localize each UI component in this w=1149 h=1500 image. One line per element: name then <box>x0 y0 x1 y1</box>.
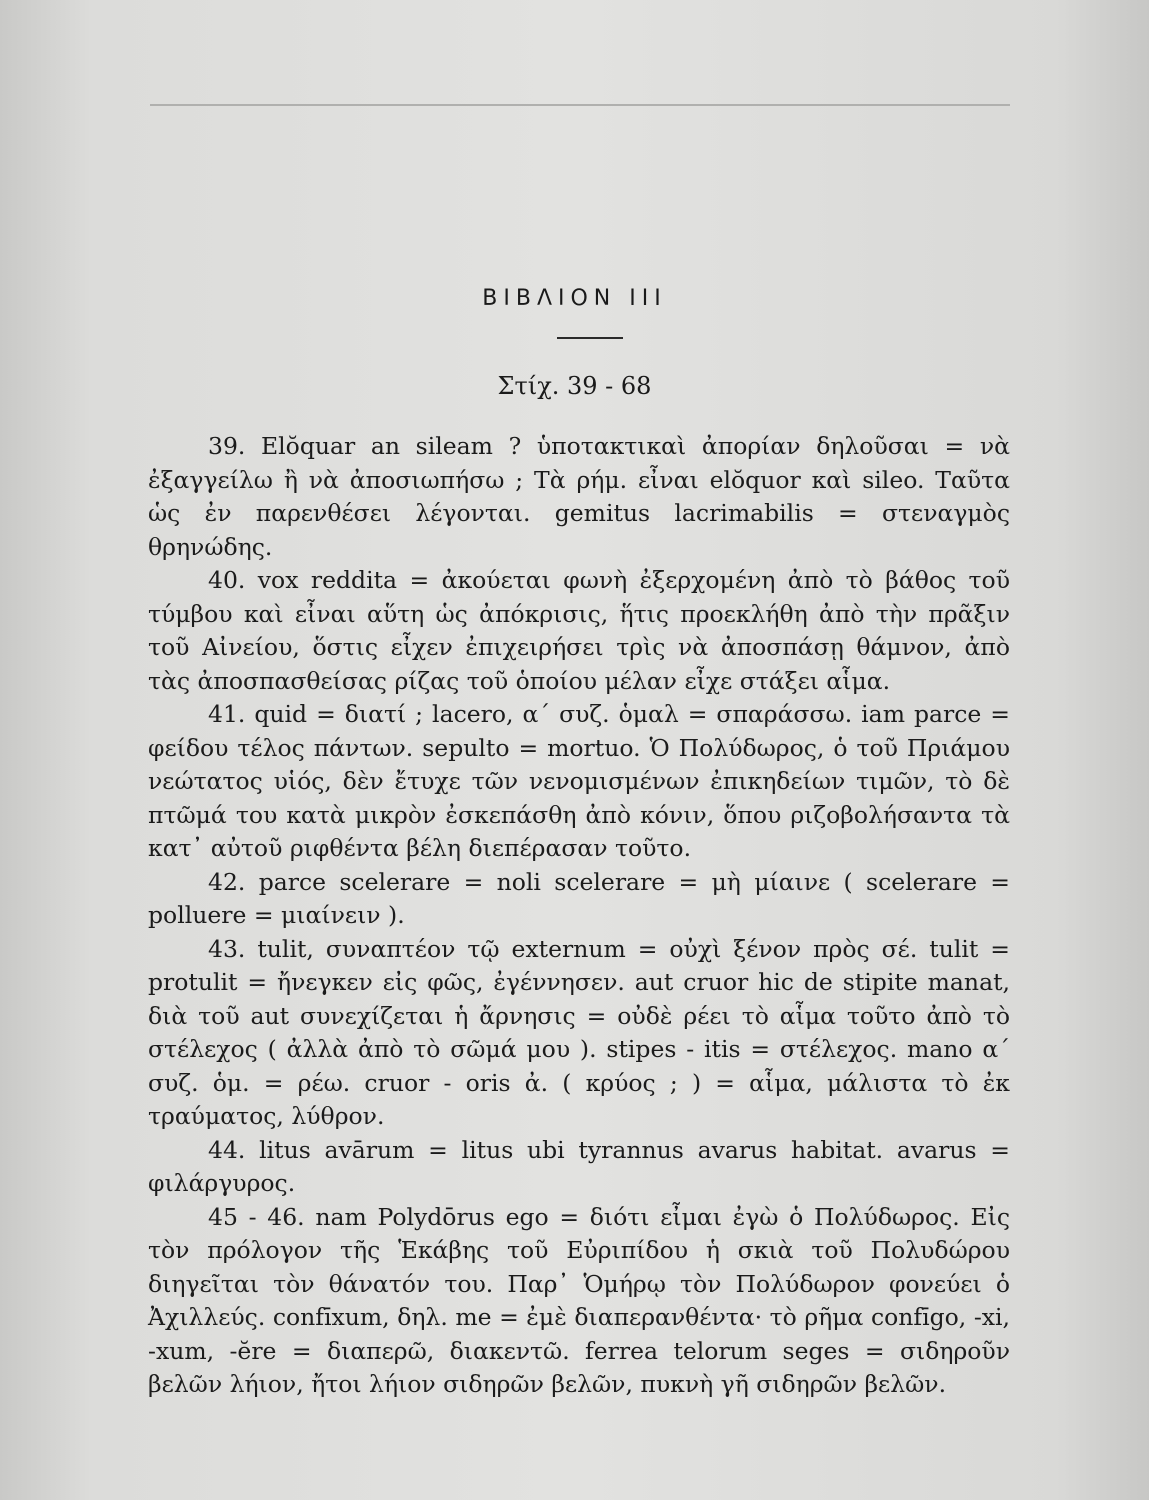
commentary-paragraph: 40. vox reddita = ἀκούεται φωνὴ ἐξερχομένη ἀπὸ τὸ βάθος τοῦ τύμβου καὶ εἶναι αὕτη ὡς ἀπόκρισις, ἥτις προεκλήθη ἀπὸ τὴν πρᾶξιν τοῦ Αἰνείου, ὅστις εἶχεν ἐπιχειρήσει τρὶς νὰ ἀποσπάσῃ θάμνον, ἀπὸ τὰς ἀποσπασθείσας ρίζας τοῦ ὁποίου μέλαν εἶχε στάξει αἷμα. <box>148 566 1010 695</box>
commentary-paragraph: 44. litus avārum = litus ubi tyrannus avarus habitat. avarus = φιλάργυρος. <box>148 1135 1010 1197</box>
commentary-paragraph: 41. quid = διατί ; lacero, α΄ συζ. ὁμαλ = σπαράσσω. iam parce = φείδου τέλος πάντων. sepulto = mortuo. Ὁ Πολύδωρος, ὁ τοῦ Πριάμου νεώτατος υἱός, δὲν ἔτυχε τῶν νενομισμένων ἐπικηδείων τιμῶν, τὸ δὲ πτῶμά του κατὰ μικρὸν ἐσκεπάσθη ἀπὸ κόνιν, ὅπου ριζοβολήσαντα τὰ κατ᾿ αὐτοῦ ριφθέντα βέλη διεπέρασαν τοῦτο. <box>148 700 1010 862</box>
verse-range: Στίχ. 39 - 68 <box>497 372 652 400</box>
commentary-paragraph: 45 - 46. nam Polydōrus ego = διότι εἶμαι ἐγὼ ὁ Πολύδωρος. Εἰς τὸν πρόλογον τῆς Ἑκάβης τοῦ Εὐριπίδου ἡ σκιὰ τοῦ Πολυδώρου διηγεῖται τὸν θάνατόν του. Παρ᾿ Ὁμήρῳ τὸν Πολύδωρον φονεύει ὁ Ἀχιλλεύς. confīxum, δηλ. me = ἐμὲ διαπερανθέντα· τὸ ρῆμα confīgo, -xi, -xum, -ĕre = διαπερῶ, διακεντῶ. ferrea telorum seges = σιδηροῦν βελῶν λήιον, ἤτοι λήιον σιδηρῶν βελῶν, πυκνὴ γῆ σιδηρῶν βελῶν. <box>148 1202 1010 1398</box>
commentary-paragraph: 43. tulit, συναπτέον τῷ externum = οὐχὶ ξένον πρὸς σέ. tulit = protulit = ἤνεγκεν εἰς φῶς, ἐγέννησεν. aut cruor hic de stipite manat, διὰ τοῦ aut συνεχίζεται ἡ ἄρνησις = οὐδὲ ρέει τὸ αἷμα τοῦτο ἀπὸ τὸ στέλεχος ( ἀλλὰ ἀπὸ τὸ σῶμά μου ). stipes - itis = στέλεχος. mano α΄ συζ. ὁμ. = ρέω. cruor - oris ἀ. ( κρύος ; ) = αἷμα, μάλιστα τὸ ἐκ τραύματος, λύθρον. <box>148 934 1010 1130</box>
commentary-body <box>148 430 1010 1402</box>
book-heading: ΒΙΒΛΙΟΝ III <box>482 286 667 311</box>
heading-divider <box>557 337 623 339</box>
commentary-paragraph: 39. Elŏquar an sileam ? ὑποτακτικαὶ ἀπορίαν δηλοῦσαι = νὰ ἐξαγγείλω ἢ νὰ ἀποσιωπήσω ; Τὰ ρήμ. εἶναι elŏquor καὶ sileo. Ταῦτα ὡς ἐν παρενθέσει λέγονται. gemitus lacrimabilis = στεναγμὸς θρηνώδης. <box>148 432 1010 561</box>
commentary-paragraph: 42. parce scelerare = noli scelerare = μὴ μίαινε ( scelerare = polluere = μιαίνειν ). <box>148 867 1010 929</box>
bleed-through-text <box>150 80 1030 106</box>
bleed-through-rule <box>150 104 1010 106</box>
